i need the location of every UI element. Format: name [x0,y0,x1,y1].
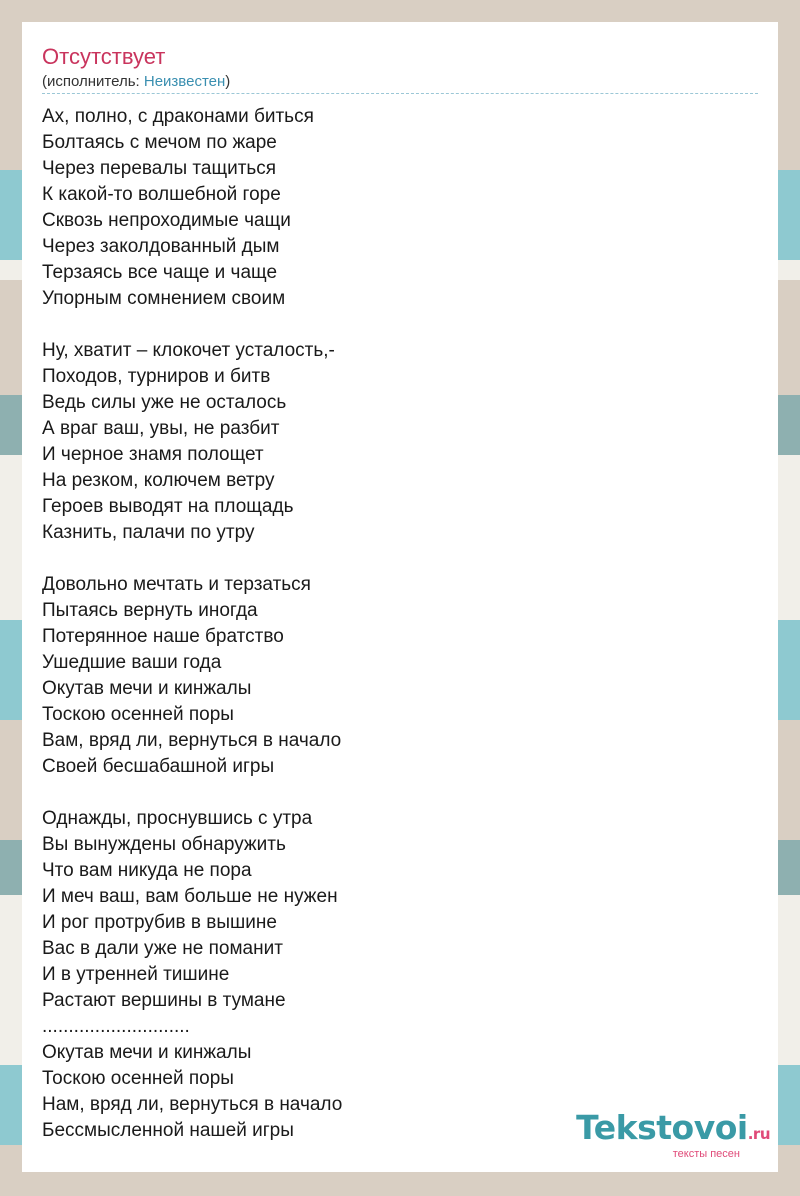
lyrics-text [42,104,742,1144]
lyric-line: И в утренней тишине [42,964,230,985]
lyric-line: Ведь силы уже не осталось [42,392,287,413]
lyric-line: Упорным сомнением своим [42,288,286,309]
lyric-line: Растают вершины в тумане [42,990,286,1011]
lyric-line: Болтаясь с мечом по жаре [42,132,277,153]
lyric-line: Пытаясь вернуть иногда [42,600,258,621]
lyric-line: Ах, полно, с драконами биться [42,106,314,127]
lyric-line: Вам, вряд ли, вернуться в начало [42,730,342,751]
lyric-line: Что вам никуда не пора [42,860,252,881]
lyric-line: Походов, турниров и битв [42,366,271,387]
lyric-line: А враг ваш, увы, не разбит [42,418,280,439]
artist-suffix: ) [225,73,231,90]
lyric-line: Терзаясь все чаще и чаще [42,262,278,283]
lyric-line: К какой-то волшебной горе [42,184,281,205]
logo-domain: .ru [747,1125,770,1143]
lyric-line: Своей бесшабашной игры [42,756,275,777]
lyric-line: Потерянное наше братство [42,626,284,647]
lyric-line: И рог протрубив в вышине [42,912,277,933]
lyric-line: Окутав мечи и кинжалы [42,1042,252,1063]
logo-name: Tekstovoi [576,1108,748,1147]
logo-wordmark [576,1110,770,1152]
lyric-line: Тоскою осенней поры [42,704,234,725]
lyrics-card [22,22,778,1172]
lyric-line: Ушедшие ваши года [42,652,222,673]
lyric-line: Нам, вряд ли, вернуться в начало [42,1094,343,1115]
lyric-line: Героев выводят на площадь [42,496,294,517]
lyric-line [42,546,742,572]
site-logo[interactable] [576,1110,770,1160]
lyric-line: Сквозь непроходимые чащи [42,210,291,231]
lyric-line: Через заколдованный дым [42,236,280,257]
artist-prefix: (исполнитель: [42,73,144,90]
lyric-line: Бессмысленной нашей игры [42,1120,294,1141]
lyric-line: И черное знамя полощет [42,444,264,465]
lyric-line: Однажды, проснувшись с утра [42,808,313,829]
artist-line [42,73,230,91]
lyric-line [42,780,742,806]
lyric-line: Тоскою осенней поры [42,1068,234,1089]
lyric-line: Довольно мечтать и терзаться [42,574,311,595]
lyric-line: Ну, хватит – клокочет усталость,- [42,340,335,361]
lyric-line: И меч ваш, вам больше не нужен [42,886,338,907]
lyric-line: ............................ [42,1016,190,1037]
lyric-line: Через перевалы тащиться [42,158,277,179]
lyric-line: Окутав мечи и кинжалы [42,678,252,699]
lyric-line: Вы вынуждены обнаружить [42,834,286,855]
lyric-line: Казнить, палачи по утру [42,522,255,543]
lyric-line: Вас в дали уже не поманит [42,938,283,959]
lyric-line: На резком, колючем ветру [42,470,275,491]
logo-tagline: тексты песен [672,1148,740,1160]
artist-link[interactable]: Неизвестен [143,73,226,90]
title-divider [42,93,758,94]
song-title: Отсутствует [42,44,166,69]
lyric-line [42,312,742,338]
